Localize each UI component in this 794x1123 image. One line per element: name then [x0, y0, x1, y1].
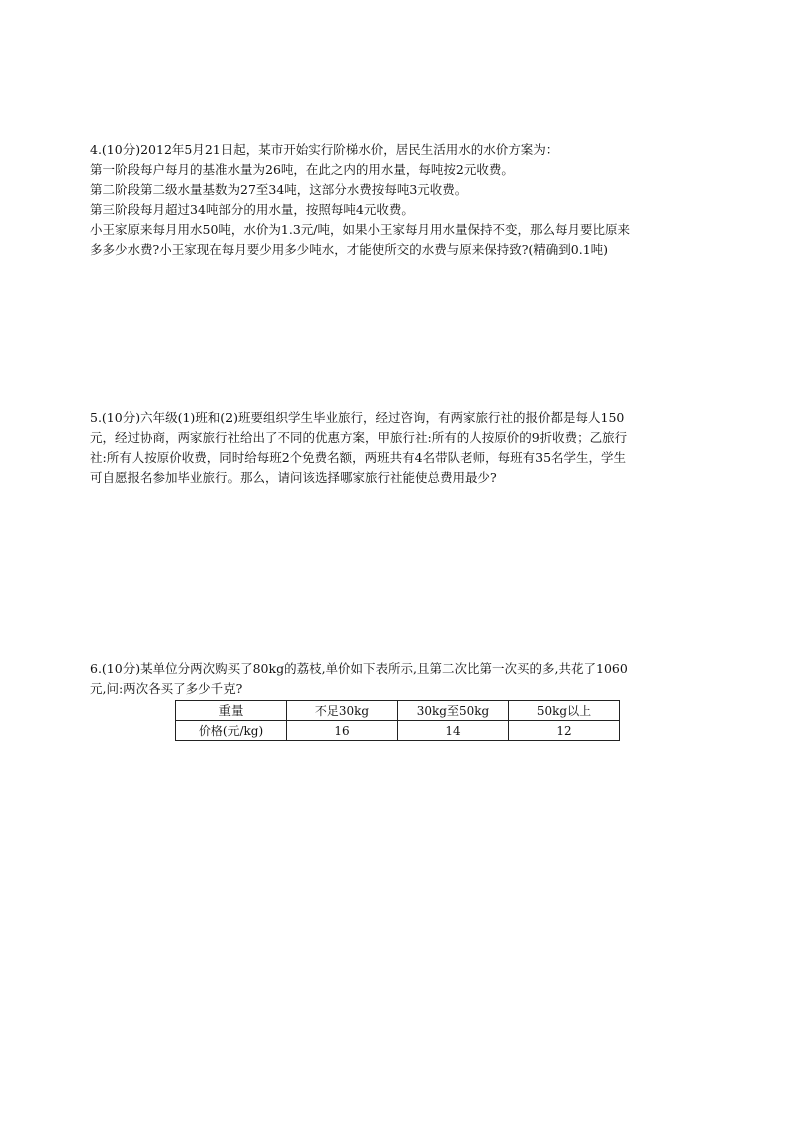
price-cell-over-50: 12: [509, 721, 620, 741]
problem-6-line: 元,问:两次各买了多少千克?: [90, 681, 243, 696]
price-table-header-row: [176, 701, 620, 721]
header-cell-over-50: 50kg以上: [509, 701, 620, 721]
header-cell-30-to-50: 30kg至50kg: [398, 701, 509, 721]
problem-4-line: 4.(10分)2012年5月21日起，某市开始实行阶梯水价，居民生活用水的水价方案为：: [90, 142, 559, 157]
problem-4-line: 第三阶段每月超过34吨部分的用水量，按照每吨4元收费。: [90, 202, 414, 217]
header-cell-weight: 重量: [176, 701, 287, 721]
problem-4-line: 第一阶段每户每月的基准水量为26吨，在此之内的用水量，每吨按2元收费。: [90, 162, 514, 177]
row-label-price: 价格(元/kg): [176, 721, 287, 741]
problem-4: [90, 140, 710, 260]
header-cell-under-30: 不足30kg: [287, 701, 398, 721]
problem-5-line: 可自愿报名参加毕业旅行。那么，请问该选择哪家旅行社能使总费用最少?: [90, 470, 497, 485]
problem-4-line: 小王家原来每月用水50吨，水价为1.3元/吨，如果小王家每月用水量保持不变，那么每月要比原来: [90, 222, 630, 237]
problem-4-line: 多多少水费?小王家现在每月要少用多少吨水，才能使所交的水费与原来保持致?(精确到0.1吨): [90, 242, 609, 257]
problem-6-line: 6.(10分)某单位分两次购买了80kg的荔枝,单价如下表所示,且第二次比第一次买的多,共花了1060: [90, 661, 628, 676]
price-table: [175, 700, 620, 741]
problem-5: [90, 408, 710, 488]
problem-6: [90, 659, 710, 699]
problem-5-line: 元，经过协商，两家旅行社给出了不同的优惠方案，甲旅行社:所有的人按原价的9折收费；乙旅行: [90, 430, 628, 445]
problem-5-line: 社:所有人按原价收费，同时给每班2个免费名额，两班共有4名带队老师，每班有35名学生，学生: [90, 450, 627, 465]
price-cell-under-30: 16: [287, 721, 398, 741]
problem-4-line: 第二阶段第二级水量基数为27至34吨，这部分水费按每吨3元收费。: [90, 182, 468, 197]
price-table-row: [176, 721, 620, 741]
price-cell-30-to-50: 14: [398, 721, 509, 741]
problem-5-line: 5.(10分)六年级(1)班和(2)班要组织学生毕业旅行，经过咨询，有两家旅行社的报价都是每人150: [90, 410, 625, 425]
